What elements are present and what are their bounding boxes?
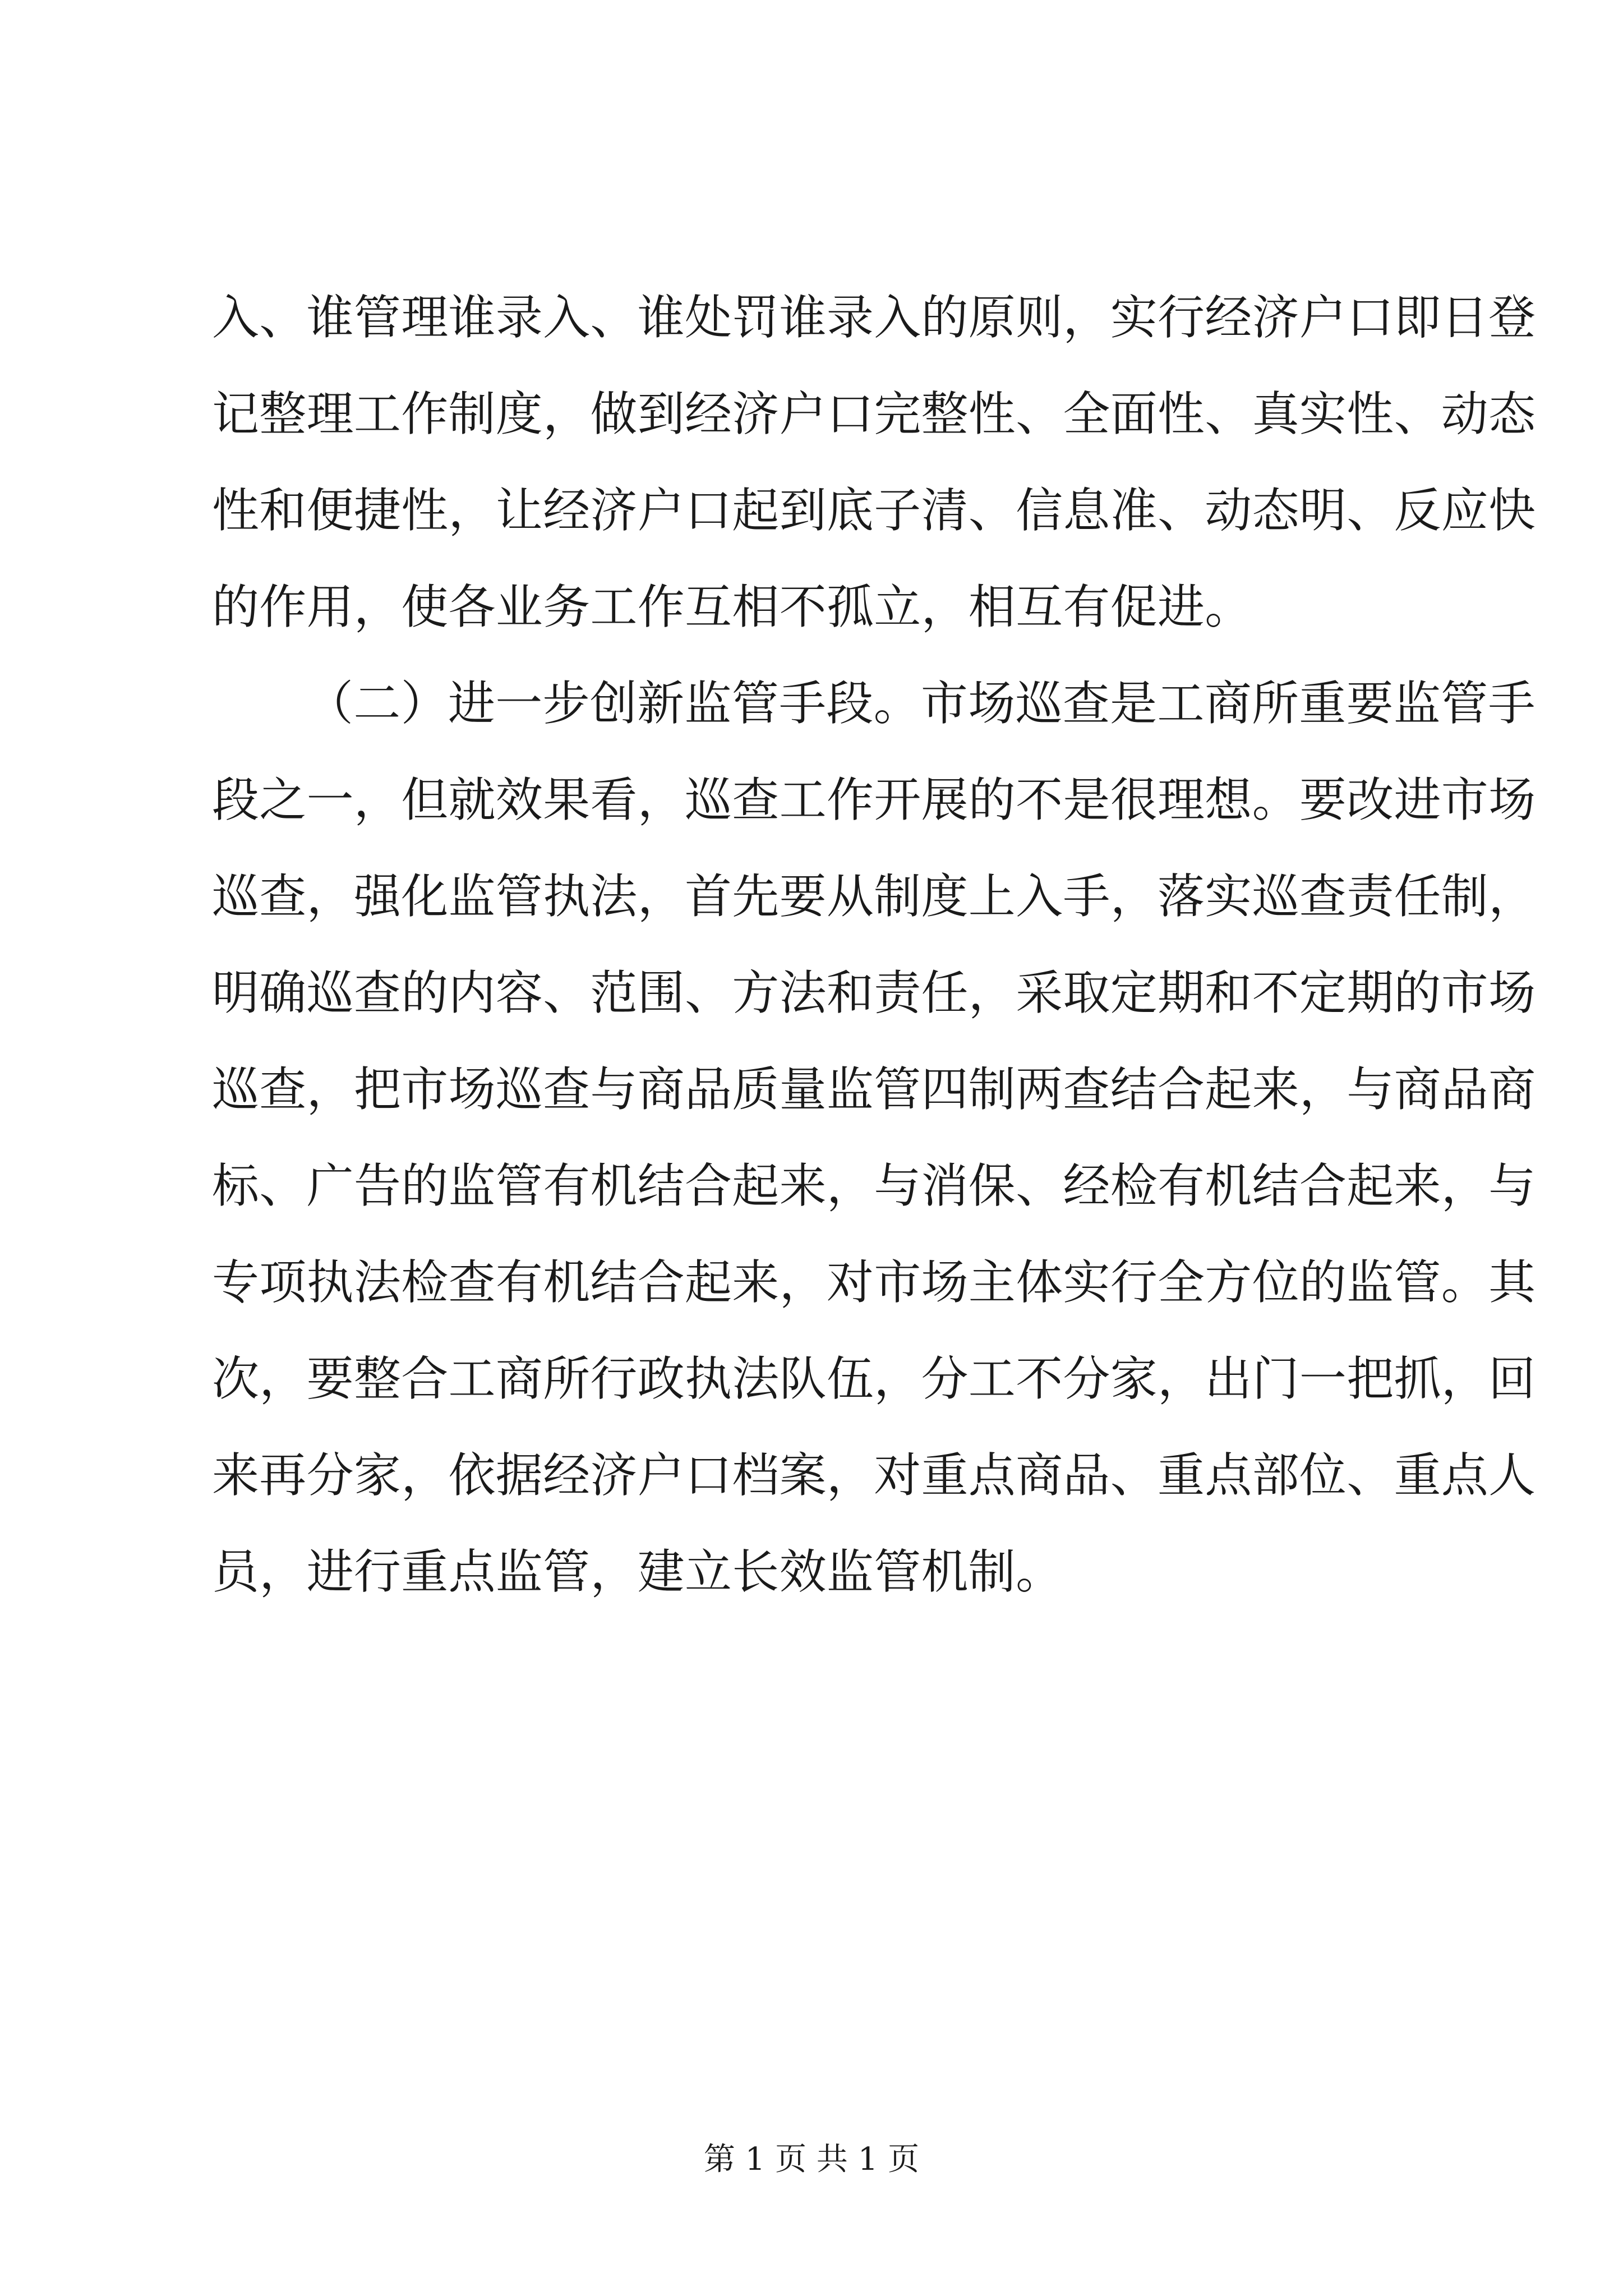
paragraph-line: 次，要整合工商所行政执法队伍，分工不分家，出门一把抓，回: [212, 1351, 1536, 1406]
paragraph-line: 巡查，强化监管执法，首先要从制度上入手，落实巡查责任制，: [212, 869, 1536, 924]
paragraph-line: 专项执法检查有机结合起来，对市场主体实行全方位的监管。其: [212, 1255, 1536, 1310]
paragraph-1: [212, 269, 1536, 655]
page-footer: [0, 2137, 1623, 2182]
paragraph-line: 段之一，但就效果看，巡查工作开展的不是很理想。要改进市场: [212, 772, 1536, 827]
paragraph-line: 巡查，把市场巡查与商品质量监管四制两查结合起来，与商品商: [212, 1062, 1536, 1117]
paragraph-line: 来再分家，依据经济户口档案，对重点商品、重点部位、重点人: [212, 1448, 1536, 1503]
paragraph-line: 入、谁管理谁录入、谁处罚谁录入的原则，实行经济户口即日登: [212, 290, 1536, 345]
document-body: [212, 269, 1536, 1620]
paragraph-line: （二）进一步创新监管手段。市场巡查是工商所重要监管手: [306, 676, 1536, 731]
paragraph-line: 标、广告的监管有机结合起来，与消保、经检有机结合起来，与: [212, 1158, 1536, 1213]
paragraph-line: 性和便捷性，让经济户口起到底子清、信息准、动态明、反应快: [212, 483, 1536, 538]
paragraph-line: 员，进行重点监管，建立长效监管机制。: [212, 1544, 1063, 1599]
paragraph-line: 明确巡查的内容、范围、方法和责任，采取定期和不定期的市场: [212, 965, 1536, 1020]
page-number: 第 1 页 共 1 页: [703, 2141, 920, 2178]
paragraph-line: 记整理工作制度，做到经济户口完整性、全面性、真实性、动态: [212, 386, 1536, 441]
paragraph-2: [212, 655, 1536, 1620]
paragraph-line: 的作用，使各业务工作互相不孤立，相互有促进。: [212, 579, 1252, 634]
